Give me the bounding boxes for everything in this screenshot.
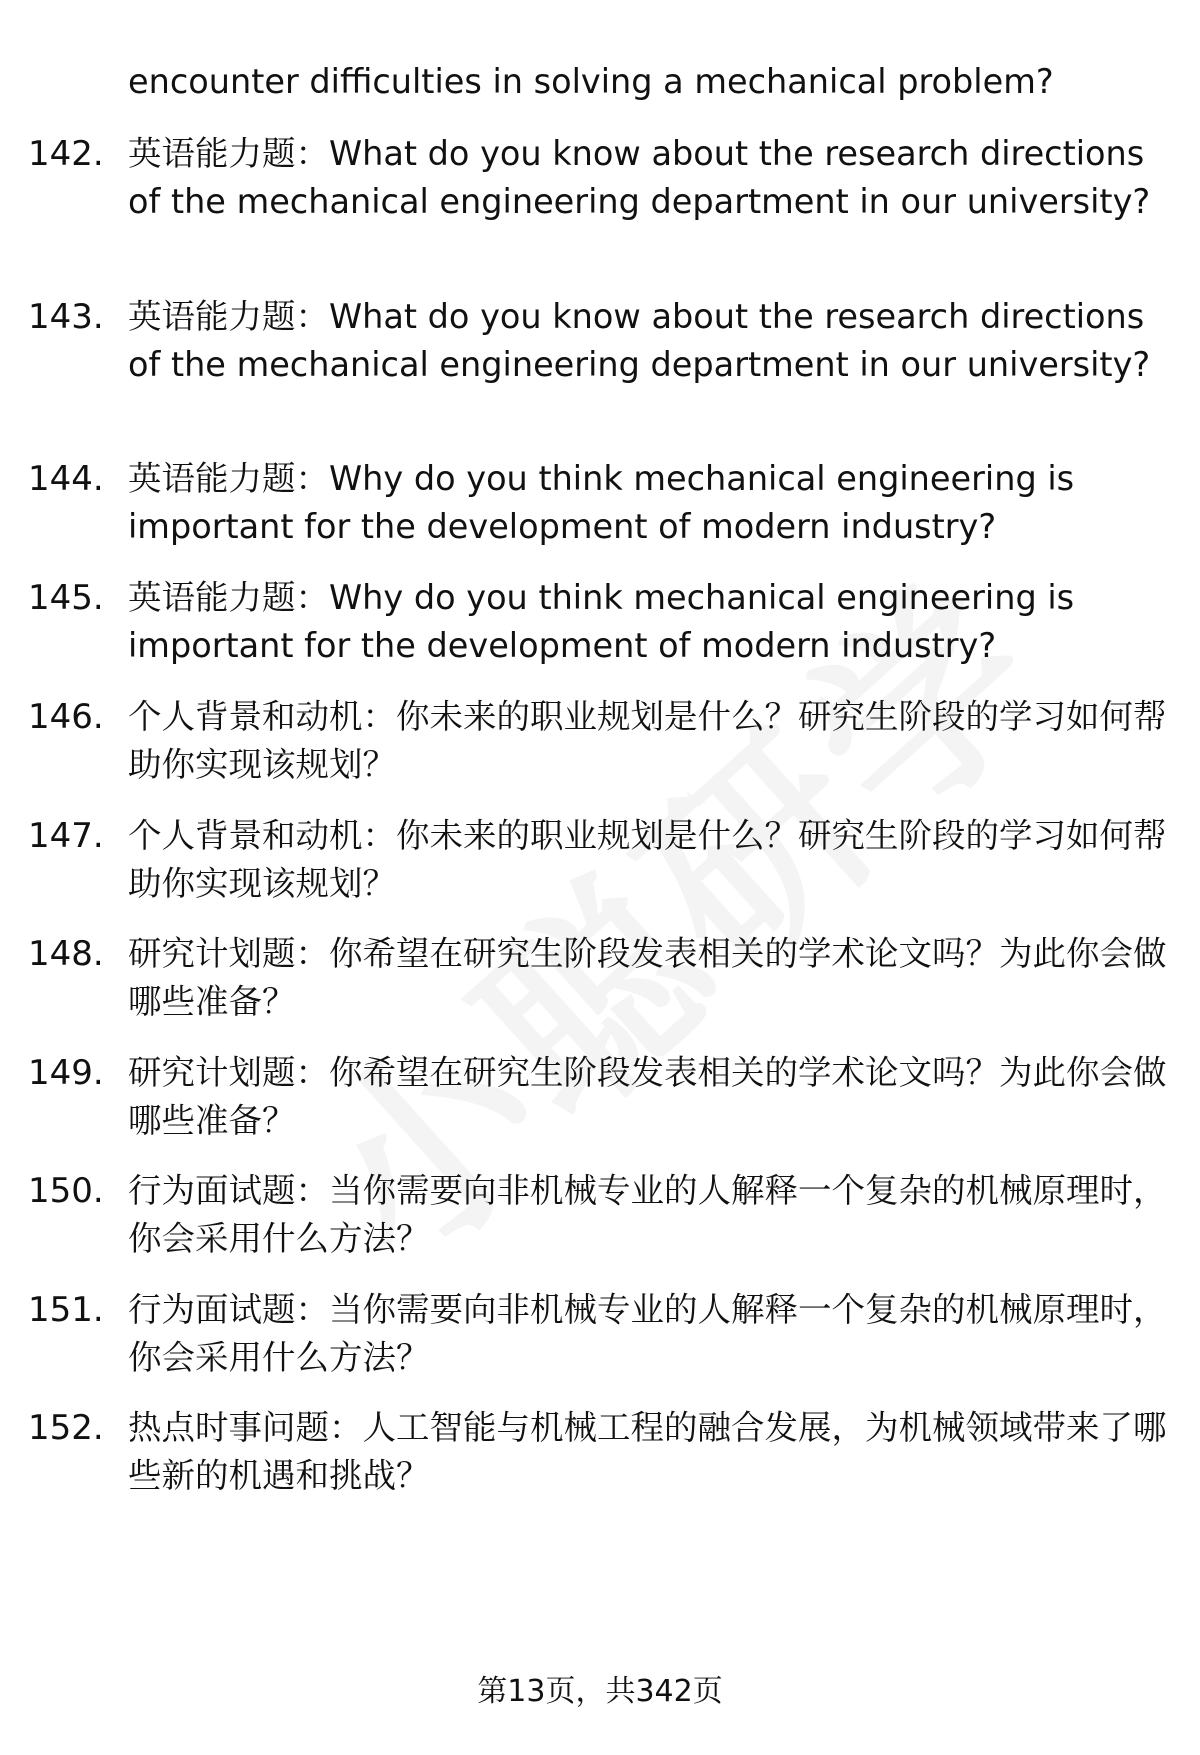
question-number: 144. bbox=[28, 459, 104, 499]
question-text: 英语能力题：Why do you think mechanical engineering is important for the development of modern industry? bbox=[128, 459, 1075, 546]
question-number: 152. bbox=[28, 1408, 104, 1448]
question-text: 英语能力题：What do you know about the research directions of the mechanical engineering department in our university? bbox=[128, 297, 1151, 384]
question-number: 142. bbox=[28, 134, 104, 174]
question-text: 英语能力题：Why do you think mechanical engineering is important for the development of modern industry? bbox=[128, 578, 1075, 665]
question-number: 148. bbox=[28, 934, 104, 974]
page-number-footer: 第13页，共342页 bbox=[477, 1674, 723, 1709]
question-text: 个人背景和动机：你未来的职业规划是什么？研究生阶段的学习如何帮助你实现该规划？ bbox=[128, 697, 1167, 784]
question-text: 行为面试题：当你需要向非机械专业的人解释一个复杂的机械原理时，你会采用什么方法？ bbox=[128, 1171, 1167, 1258]
question-number: 150. bbox=[28, 1171, 104, 1211]
question-number: 151. bbox=[28, 1290, 104, 1330]
question-text: 行为面试题：当你需要向非机械专业的人解释一个复杂的机械原理时，你会采用什么方法？ bbox=[128, 1290, 1167, 1377]
question-number: 149. bbox=[28, 1053, 104, 1093]
question-text: 热点时事问题：人工智能与机械工程的融合发展，为机械领域带来了哪些新的机遇和挑战？ bbox=[128, 1408, 1167, 1495]
question-number: 147. bbox=[28, 816, 104, 856]
question-text: encounter difficulties in solving a mechanical problem? bbox=[128, 62, 1054, 101]
question-text: 个人背景和动机：你未来的职业规划是什么？研究生阶段的学习如何帮助你实现该规划？ bbox=[128, 816, 1167, 903]
question-number: 145. bbox=[28, 578, 104, 618]
question-number: 143. bbox=[28, 297, 104, 337]
question-text: 研究计划题：你希望在研究生阶段发表相关的学术论文吗？为此你会做哪些准备？ bbox=[128, 1053, 1167, 1140]
question-text: 英语能力题：What do you know about the research directions of the mechanical engineering department in our university? bbox=[128, 134, 1151, 221]
question-text: 研究计划题：你希望在研究生阶段发表相关的学术论文吗？为此你会做哪些准备？ bbox=[128, 934, 1167, 1021]
question-number: 146. bbox=[28, 697, 104, 737]
